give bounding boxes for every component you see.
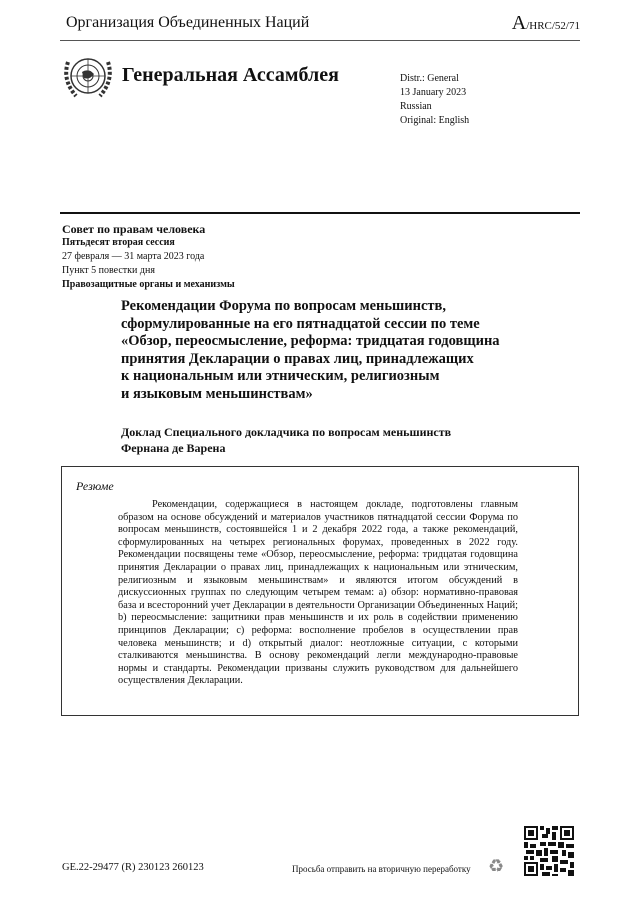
- recycle-note: Просьба отправить на вторичную переработку: [292, 864, 471, 874]
- recycle-icon: ♻: [488, 856, 505, 876]
- agenda-item: Пункт 5 повестки дня: [62, 265, 155, 276]
- title-line: к национальным или этническим, религиозным: [121, 368, 440, 384]
- session-info: [62, 222, 235, 292]
- document-title: [121, 298, 561, 403]
- document-job-number: GE.22-29477 (R) 230123 260123: [62, 862, 204, 873]
- council-name: Совет по правам человека: [62, 222, 206, 236]
- original-language-line: Original: English: [400, 115, 470, 126]
- document-symbol: [512, 12, 580, 35]
- session-dates: 27 февраля — 31 марта 2023 года: [62, 251, 205, 262]
- title-line: «Обзор, переосмысление, реформа: тридцатая годовщина: [121, 333, 500, 349]
- organization-name: Организация Объединенных Наций: [66, 14, 310, 31]
- divider-thick: [60, 212, 580, 214]
- report-line: Доклад Специального докладчика по вопросам меньшинств: [121, 425, 452, 439]
- language-line: Russian: [400, 101, 432, 112]
- title-line: принятия Декларации о правах лиц, принадлежащих: [121, 350, 474, 367]
- title-line: и языковым меньшинствам»: [121, 385, 313, 402]
- title-line: Рекомендации Форума по вопросам меньшинств,: [121, 298, 447, 314]
- title-line: сформулированные на его пятнадцатой сессии по теме: [121, 315, 480, 332]
- distribution-info: [400, 72, 469, 128]
- qr-code-icon: [524, 826, 574, 876]
- summary-box: [61, 466, 579, 716]
- distribution-line: Distr.: General: [400, 73, 459, 84]
- session-name: Пятьдесят вторая сессия: [62, 237, 175, 248]
- summary-text: Рекомендации, содержащиеся в настоящем докладе, подготовлены главным образом на основе обсуждений и материалов участников пятнадцатой сессии Форума по вопросам меньшинств, состоявшейся 1 и 2 декабря 2022 года, а также рекомендаций, сформулированных на четырех региональных форумах, проведенных в 2022 году. Рекомендации посвящены теме «Обзор, переосмысление, реформа: тридцатая годовщина принятия Декларации о правах лиц, принадлежащих к национальным или этническим, религиозным и языковым меньшинствам» и являются итогом обсуждений в дискуссионных группах по следующим четырем темам: a) обзор: нормативно-правовая база и всесторонний учет Декларации в деятельности Организации Объединенных Наций; b) переосмысление: защитники прав меньшинств и их роль в содействии применению принципов Декларации; c) реформа: восполнение пробелов в осуществлении прав человека меньшинств; и d) открытый диалог: неотложные ситуации, с которыми сталкиваются меньшинства. В основу рекомендаций легли международно-правовые нормы и стандарты. Рекомендации призваны служить руководством для дальнейшего осуществления Декларации.: [118, 499, 518, 687]
- report-subtitle: [121, 424, 451, 456]
- agenda-item-title: Правозащитные органы и механизмы: [62, 279, 235, 290]
- summary-label: Резюме: [76, 479, 114, 493]
- un-emblem-icon: [60, 48, 116, 104]
- date-line: 13 January 2023: [400, 87, 467, 98]
- symbol-prefix: A: [511, 12, 527, 34]
- symbol-code: /HRC/52/71: [526, 20, 580, 32]
- assembly-title: Генеральная Ассамблея: [122, 64, 339, 86]
- report-author: Фернана де Варена: [121, 441, 226, 455]
- divider: [60, 40, 580, 41]
